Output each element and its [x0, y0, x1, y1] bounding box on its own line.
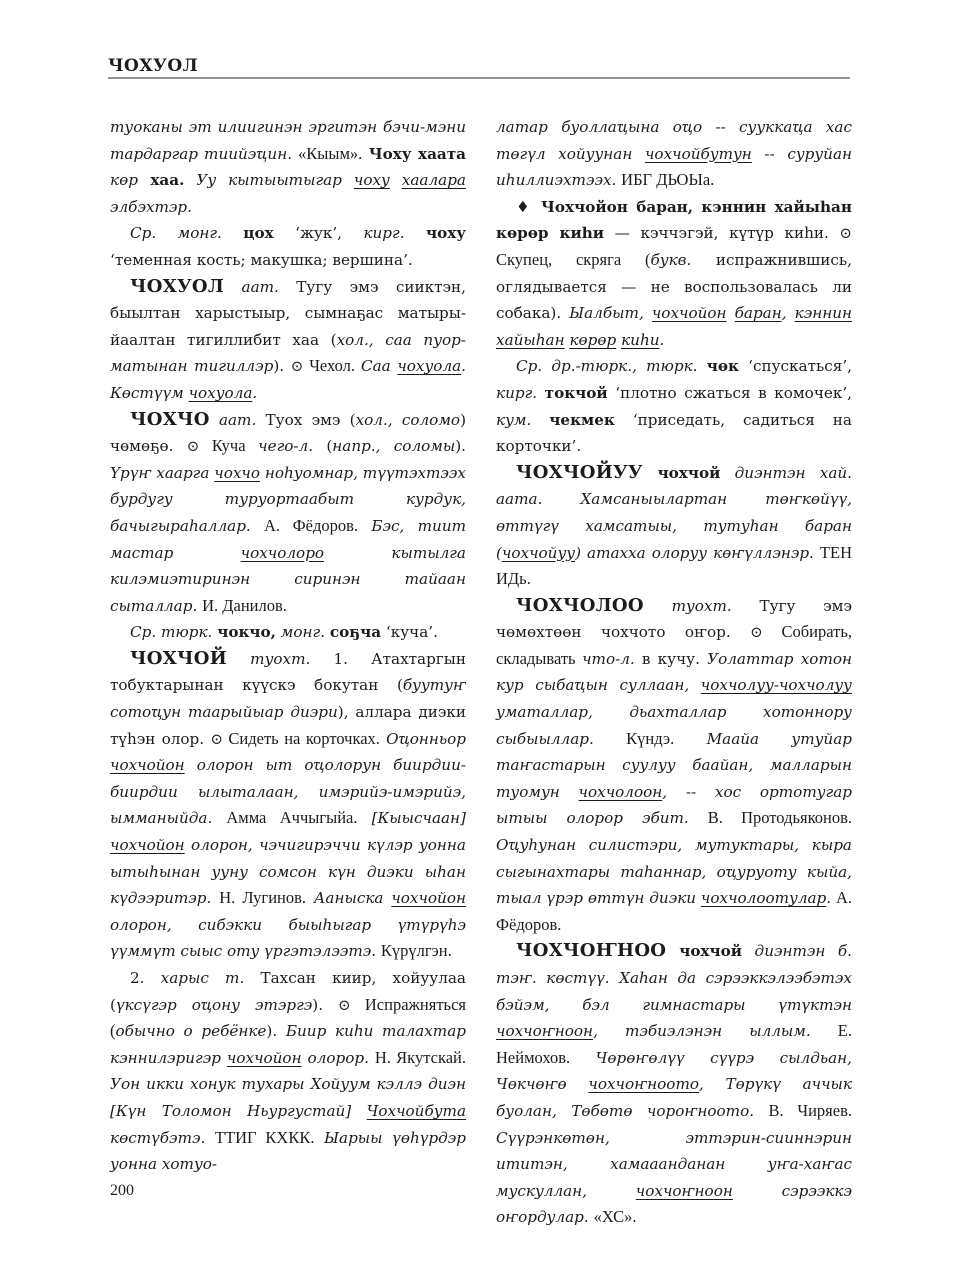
citation-source: В. Чиряев. — [768, 1100, 852, 1120]
text-segment: уматаллар, дьахталлар хотоннору сыбыыллар. — [496, 703, 852, 748]
right-column — [496, 114, 852, 1231]
text-segment: ) атахха олоруу көҥүллэнэр. — [575, 543, 820, 562]
text-segment: ) чөмөҕө. — [110, 410, 466, 456]
text-segment: үксүгэр оҵону этэргэ — [115, 995, 313, 1014]
text-segment: кытылга килэмиэтиринэн сиринэн тайаан сыталлар. — [110, 543, 466, 615]
text-segment: , Төрүкү аччык буолан, Төбөтө чороҥноото. — [496, 1075, 852, 1120]
citation-source: ТЕН ИДь. — [496, 542, 852, 589]
text-segment: Ср. монг. — [130, 224, 244, 243]
text-segment — [727, 304, 735, 322]
dictionary-paragraph — [110, 274, 466, 407]
bold-term: чохчой — [642, 463, 721, 482]
dictionary-paragraph — [496, 938, 852, 1231]
left-column — [110, 114, 466, 1178]
example-keyword: чохчолоон — [578, 782, 663, 801]
text-segment: көр — [110, 171, 138, 190]
bold-term: цох — [243, 224, 274, 243]
text-segment: туохт. — [643, 596, 760, 615]
bold-term: Чоху хаата — [362, 144, 467, 163]
text-segment: аат. — [224, 277, 297, 296]
text-segment: в кучу. — [634, 649, 708, 668]
text-segment: ‘теменная кость; макушка; вершина’. — [110, 250, 413, 269]
text-segment: Оҵонньор — [379, 729, 466, 748]
text-segment: Уон икки хонук тухары Хойуум кэллэ диэн [Күн Толомон Ньургустай] — [110, 1075, 466, 1120]
citation-source: Куча — [199, 436, 259, 456]
citation-source: Күрүлгэн. — [380, 941, 452, 961]
example-keyword: көрөр — [569, 330, 617, 349]
example-keyword: чохчойон — [391, 889, 466, 908]
text-segment: напр., — [332, 437, 381, 456]
headword: ЧОХУОЛ — [130, 275, 225, 297]
text-segment: олорор. — [301, 1048, 375, 1067]
citation-source: «Кыым». — [298, 143, 363, 163]
bold-term: токчой — [544, 383, 608, 402]
text-segment: сэрээккэ оҥордулар. — [496, 1181, 852, 1227]
example-keyword: чохчойон — [110, 756, 185, 775]
text-segment: [Кыысчаан] — [357, 809, 466, 828]
dictionary-paragraph — [110, 220, 466, 273]
dictionary-paragraph — [110, 646, 466, 965]
text-segment: туохт. — [227, 649, 334, 668]
text-segment: чего-л. — [258, 437, 314, 456]
text-segment: 2. — [130, 969, 161, 987]
dictionary-paragraph — [496, 194, 852, 354]
text-segment: олорон ыт оҵолорун биирдии-биирдии ылыталаан, имэрийэ-имэрийэ, ымманыйда. — [110, 756, 466, 828]
dictionary-paragraph — [110, 619, 466, 646]
text-segment: ), аллара диэки түһэн олор. — [110, 703, 466, 748]
headword: ЧОХЧО — [130, 408, 210, 430]
bold-term: хаа. — [137, 171, 185, 190]
text-segment: Туох эмэ ( — [265, 410, 356, 429]
text-segment: ). — [455, 437, 466, 456]
text-segment: олорон, сибэкки быыһыгар үтүрүһэ үүммүт сыыс оту үргэтэлээтэ. — [110, 915, 466, 961]
citation-source: ИБГ ДЬОЫа. — [621, 170, 715, 190]
example-keyword: чохчойон — [110, 836, 185, 855]
text-segment: . Көстүүм — [110, 357, 466, 402]
page-number: 200 — [110, 1182, 134, 1199]
text-segment: ‘жук’, — [273, 224, 364, 243]
bold-term: чоху — [425, 224, 466, 243]
dictionary-paragraph — [110, 407, 466, 620]
text-segment: Сүүрэнкөтөн, эттэрин-сииннэрин ититэн, хамааанданан уҥа-хаҥас мускуллан, — [496, 1128, 852, 1200]
bold-term: чекмек — [549, 410, 615, 429]
citation-source: Е. Неймохов. — [496, 1021, 852, 1067]
text-segment: хол., саа пуор-матынан тигиллэр — [110, 330, 466, 376]
citation-source: ТТИГ КХКК. — [214, 1127, 315, 1147]
text-segment: , тэбиэлэнэн ыллым. — [593, 1022, 838, 1041]
example-keyword: чохчойон — [651, 304, 727, 323]
citation-source: Амма Аччыгыйа. — [226, 808, 358, 828]
translation-marker-icon: ⊙ — [210, 729, 223, 748]
text-segment: олорон, чэчигирэччи күлэр уонна ытыһынан ууну сомсон күн диэки ыһан күдээритэр. — [110, 836, 466, 908]
headword: ЧОХЧОЙ — [130, 647, 228, 669]
text-segment: обычно о ребёнке — [115, 1022, 267, 1041]
translation-marker-icon: ⊙ — [839, 224, 852, 243]
example-keyword: чохчоҥноон — [496, 1022, 594, 1041]
text-segment: ). — [266, 1022, 286, 1041]
translation-marker-icon: ⊙ — [186, 437, 200, 456]
example-keyword: хаалара — [401, 171, 466, 190]
text-segment: Ыарыы үөһүрдэр уонна хотуо- — [110, 1128, 466, 1174]
headword: ЧОХЧОЙУУ — [516, 461, 643, 483]
text-segment: аат. — [209, 410, 266, 429]
text-segment: буутуҥ сотоҵун таарыйыар диэри — [110, 676, 466, 722]
example-keyword: чохчойбутун — [644, 144, 752, 163]
text-segment: — кэччэгэй, күтүр киһи. — [604, 224, 840, 243]
dictionary-paragraph — [496, 114, 852, 194]
citation-source: Скупец, скряга ( — [496, 249, 651, 269]
citation-source: И. Данилов. — [202, 595, 287, 615]
citation-source: В. Протодьяконов. — [707, 808, 853, 828]
headword: ЧОХЧОҤНОО — [516, 940, 667, 962]
example-keyword: баран — [734, 304, 782, 323]
text-segment: диэнтэн хай. аата. Хамсаныылартан төҥкөйүү, өттүгү хамсатыы, тутуһан баран ( — [496, 463, 852, 562]
bold-term: ♦ Чохчойон баран, кэннин хайыһан көрөр киһи — [496, 197, 852, 243]
text-segment: Үрүҥ хаарга — [110, 463, 215, 482]
example-keyword: чохчолуу-чохчолуу — [700, 676, 852, 695]
header-rule — [108, 77, 850, 79]
dictionary-paragraph — [110, 114, 466, 220]
text-segment: Бэс, тиит мастар — [110, 516, 466, 562]
text-segment: ). — [273, 357, 291, 376]
text-segment: Оҵуһунан силистэри, мутуктары, кыра сыгынахтары таһаннар, оҵуруоту кыйа, тыал үрэр өттүн диэки — [496, 836, 852, 908]
text-segment: Ыалбыт, — [569, 304, 652, 323]
example-keyword: чохуола — [397, 357, 462, 376]
citation-source: «ХС». — [593, 1207, 637, 1227]
text-segment: Ср. тюрк. — [130, 623, 218, 642]
text-segment: , — [781, 304, 795, 323]
text-segment: . — [252, 383, 258, 402]
bold-term: чохчой — [666, 942, 743, 961]
dictionary-paragraph — [496, 593, 852, 939]
text-segment: Тугу эмэ сииктэн, быылтан харыстыыр, сымнаҕас матыры-йаалтан тигиллибит хаа ( — [110, 277, 467, 349]
text-segment: Уолаттар хотон кур сыбаҵын суллаан, — [496, 649, 852, 695]
example-keyword: чохчоҥноон — [635, 1181, 733, 1200]
dictionary-paragraph — [496, 460, 852, 593]
text-segment — [390, 171, 402, 189]
text-segment: Ср. др.-тюрк., тюрк. — [516, 357, 707, 376]
citation-source: Н. Якутскай. — [374, 1047, 466, 1067]
example-keyword: чоху — [353, 171, 390, 190]
dictionary-paragraph — [496, 353, 852, 459]
text-segment: что-л. — [582, 649, 635, 668]
example-keyword: чохчо — [214, 463, 261, 482]
text-segment: кум. — [496, 410, 550, 429]
text-segment: Тугу эмэ чөмөхтөөн чохчото оҥор. — [496, 596, 852, 642]
text-segment: . — [826, 889, 836, 908]
text-segment: Маайа утуйар таҥастарын суулуу баайан, малларын туомун — [496, 729, 852, 801]
text-segment: монг. — [275, 623, 330, 642]
text-segment: Тахсан киир, хойуулаа ( — [110, 969, 466, 1014]
text-segment: хол., соломо — [355, 410, 461, 429]
translation-marker-icon: ⊙ — [290, 357, 304, 376]
headword: ЧОХЧОЛОО — [516, 594, 644, 616]
bold-term: чокчо, — [217, 623, 276, 642]
text-segment: харыс т. — [160, 969, 245, 987]
citation-source: Собирать, складывать — [496, 622, 852, 668]
dictionary-paragraph — [110, 965, 466, 1178]
text-segment: көстүбэтэ. — [110, 1128, 215, 1147]
citation-source: Н. Лугинов. — [219, 888, 307, 908]
citation-source: А. Фёдоров. — [496, 888, 853, 934]
text-segment: Ааныска — [306, 889, 392, 908]
running-head: ЧОХУОЛ — [108, 56, 199, 76]
example-keyword: чохуола — [188, 383, 253, 402]
example-keyword: чохчоҥноото — [588, 1075, 699, 1094]
example-keyword: Чохчойбута — [366, 1101, 466, 1120]
text-segment: соломы — [380, 437, 456, 456]
citation-source: А. Фёдоров. — [264, 515, 359, 535]
example-keyword: хайыһан — [496, 330, 565, 349]
text-segment: диэнтэн б. тэҥ. көстүү. Хаһан да сэрээккэлээбэтэх бэйэм, бэл гимнастары үтүктэн — [496, 942, 852, 1014]
text-segment: ( — [313, 437, 333, 456]
bold-term: соҕча — [329, 623, 382, 642]
bold-term: чөк — [706, 357, 739, 376]
text-segment: , -- хос ортотугар ытыы олорор эбит. — [496, 782, 852, 828]
text-segment: Саа — [360, 357, 398, 376]
text-segment: . — [659, 330, 665, 349]
text-segment: -- суруйан иһиллиэхтээх. — [496, 144, 853, 190]
text-segment: туоканы эт илиигинэн эргитэн бэчи-мэни тардаргар тиийэҵин. — [110, 118, 466, 163]
text-segment: ‘приседать, садиться на корточки’. — [496, 410, 852, 456]
text-segment: испражнившись, оглядывается — не воспользовалась ли собака). — [496, 250, 853, 323]
example-keyword: киһи — [621, 330, 660, 349]
example-keyword: чохчойуу — [501, 543, 576, 562]
citation-source: Испражняться ( — [110, 994, 466, 1041]
text-segment: Чөрөҥөлүү сүүрэ сылдьан, Чөкчөҥө — [496, 1048, 852, 1094]
example-keyword: кэннин — [794, 304, 853, 323]
text-segment: элбэхтэр. — [110, 197, 192, 216]
text-segment: кирг. — [496, 383, 545, 402]
translation-marker-icon: ⊙ — [338, 995, 351, 1014]
translation-marker-icon: ⊙ — [750, 623, 763, 642]
example-keyword: чохчолоро — [240, 543, 325, 562]
citation-source: Күндэ. — [626, 728, 675, 748]
text-segment: латар буоллаҵына оҵо -- сууккаҵа хас төгүл хойуунан — [496, 118, 852, 163]
text-segment: ‘плотно сжаться в комочек’, — [607, 383, 852, 402]
text-segment: ноһуомнар, түүтэхтээх бурдугу туруортаабыт курдук, бачыгыраһаллар. — [110, 463, 466, 535]
text-segment: кирг. — [363, 224, 426, 243]
text-segment: ‘куча’. — [381, 623, 438, 642]
text-segment: Уу кытыытыгар — [184, 171, 354, 190]
text-segment: ‘спускаться’, — [738, 357, 853, 376]
citation-source: Чехол. — [303, 356, 361, 376]
citation-source: Сидеть на корточках. — [222, 728, 380, 748]
example-keyword: чохчолоотулар — [700, 889, 827, 908]
text-segment: букв. — [650, 250, 692, 269]
text-segment: ). — [312, 995, 339, 1014]
text-segment: Биир киһи талахтар кэннилэригэр — [110, 1022, 466, 1067]
text-segment: 1. Атахтаргын тобуктарынан күүскэ бокутан ( — [110, 649, 466, 695]
example-keyword: чохчойон — [226, 1048, 302, 1067]
